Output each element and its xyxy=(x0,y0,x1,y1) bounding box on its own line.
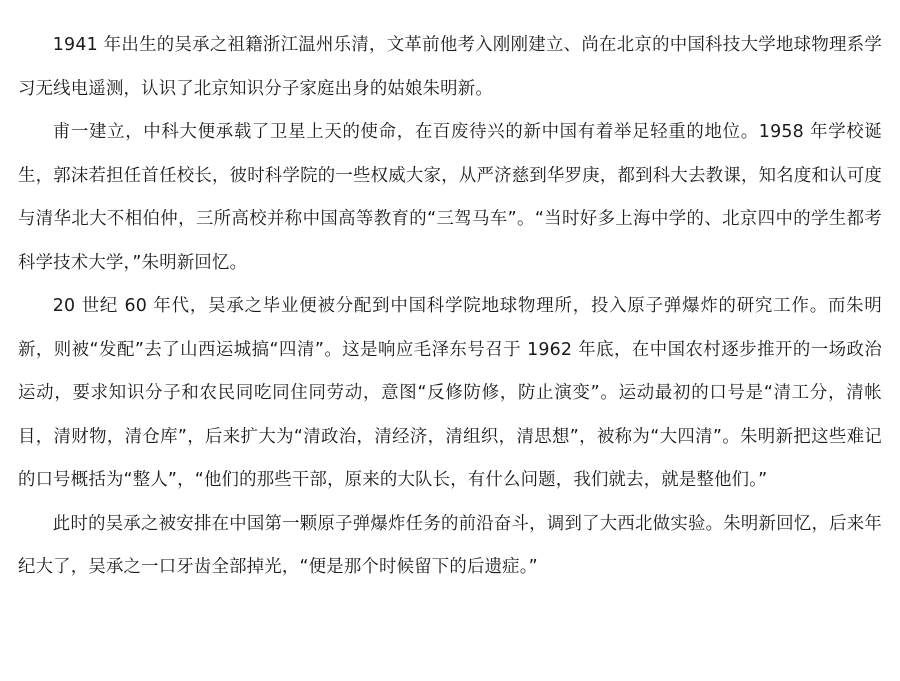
paragraph-4: 此时的吴承之被安排在中国第一颗原子弹爆炸任务的前沿奋斗，调到了大西北做实验。朱明新回忆，后来年纪大了，吴承之一口牙齿全部掉光，“便是那个时候留下的后遗症。” xyxy=(18,513,882,577)
paragraph-2: 甫一建立，中科大便承载了卫星上天的使命，在百废待兴的新中国有着举足轻重的地位。1958 年学校诞生，郭沫若担任首任校长，彼时科学院的一些权威大家，从严济慈到华罗庚，都到科大去教课，知名度和认可度与清华北大不相伯仲，三所高校并称中国高等教育的“三驾马车”。“当时好多上海中学的、北京四中的学生都考科学技术大学，”朱明新回忆。 xyxy=(18,122,882,273)
paragraph-1: 1941 年出生的吴承之祖籍浙江温州乐清，文革前他考入刚刚建立、尚在北京的中国科技大学地球物理系学习无线电遥测，认识了北京知识分子家庭出身的姑娘朱明新。 xyxy=(18,35,882,99)
paragraph-3: 20 世纪 60 年代，吴承之毕业便被分配到中国科学院地球物理所，投入原子弹爆炸的研究工作。而朱明新，则被“发配”去了山西运城搞“四清”。这是响应毛泽东号召于 1962 年底，在中国农村逐步推开的一场政治运动，要求知识分子和农民同吃同住同劳动，意图“反修防修，防止演变”。运动最初的口号是“清工分，清帐目，清财物，清仓库”，后来扩大为“清政治，清经济，清组织，清思想”，被称为“大四清”。朱明新把这些难记的口号概括为“整人”，“他们的那些干部，原来的大队长，有什么问题，我们就去，就是整他们。” xyxy=(18,296,882,490)
